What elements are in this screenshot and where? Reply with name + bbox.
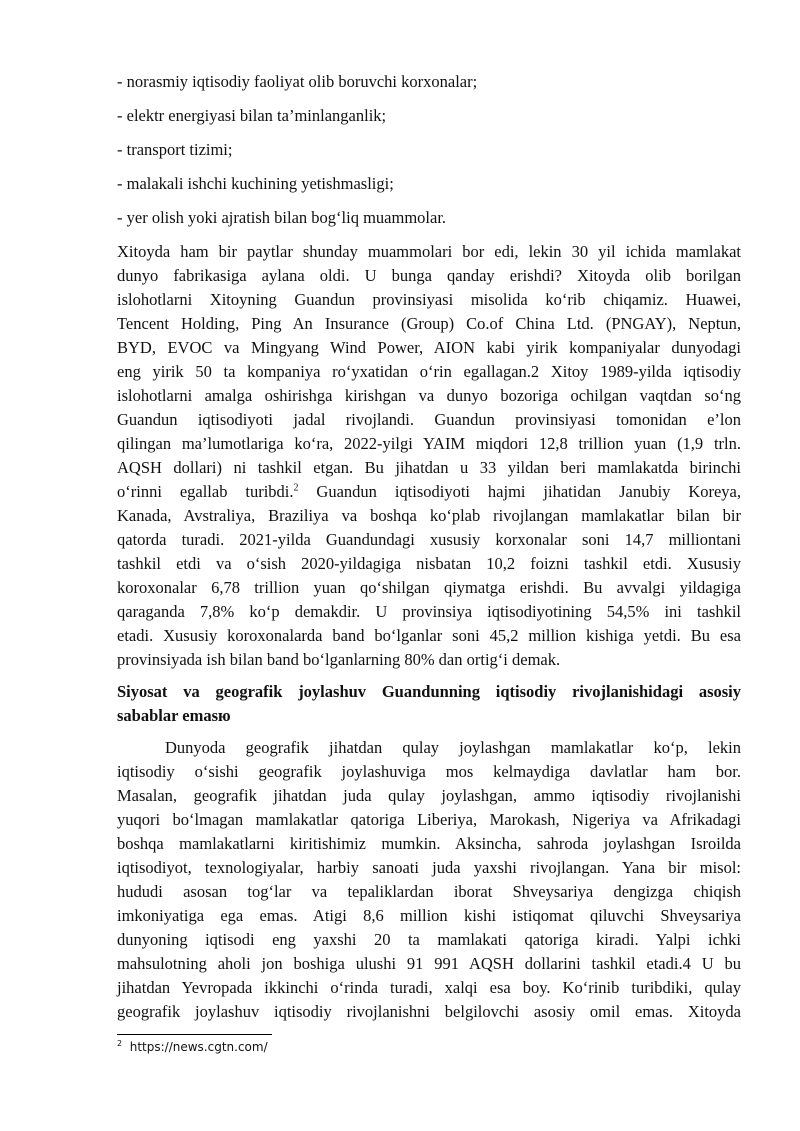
text-line: Kanada, Avstraliya, Braziliya va boshqa ko‘plab rivojlangan mamlakatlar bilan bir xyxy=(117,506,741,525)
footnote-separator xyxy=(117,1034,272,1035)
text-line: islohotlarni amalga oshirishga kirishgan va dunyo bozoriga ochilgan vaqtdan so‘ng xyxy=(117,386,741,405)
text-line: qaraganda 7,8% ko‘p demakdir. U provinsiya iqtisodiyotining 54,5% ini tashkil xyxy=(117,602,741,621)
text-line: BYD, EVOC va Mingyang Wind Power, AION kabi yirik kompaniyalar dunyodagi xyxy=(117,338,741,357)
text-line: iqtisodiyot, texnologiyalar, harbiy sanoati juda yaxshi rivojlangan. Yana bir misol: xyxy=(117,858,741,877)
footnote-number: 2 xyxy=(117,1039,123,1048)
text-fragment: Guandun iqtisodiyoti hajmi jihatidan Janubiy Koreya, xyxy=(298,482,741,501)
paragraph-guandun xyxy=(117,240,741,672)
text-line: Masalan, geografik jihatdan juda qulay joylashgan, ammo iqtisodiy rivojlanishi xyxy=(117,786,741,805)
footnote-reference[interactable]: 2 xyxy=(293,482,299,494)
text-line: islohotlarni Xitoyning Guandun provinsiyasi misolida ko‘rib chiqamiz. Huawei, xyxy=(117,290,741,309)
text-line: qatorda turadi. 2021-yilda Guandundagi xususiy korxonalar soni 14,7 milliontani xyxy=(117,530,741,549)
text-line: boshqa mamlakatlarni kiritishimiz mumkin. Aksincha, sahroda joylashgan Isroilda xyxy=(117,834,741,853)
text-line: koroxonalar 6,78 trillion yuan qo‘shilgan qiymatga erishdi. Bu avvalgi yildagiga xyxy=(117,578,741,597)
text-line: Xitoyda ham bir paytlar shunday muammolari bor edi, lekin 30 yil ichida mamlakat xyxy=(117,242,741,261)
heading-line: sabablar emasю xyxy=(117,706,231,725)
text-line: mahsulotning aholi jon boshiga ulushi 91 991 AQSH dollarini tashkil etadi.4 U bu xyxy=(117,954,741,973)
document-page xyxy=(117,70,741,1024)
text-line: imkoniyatiga ega emas. Atigi 8,6 million kishi istiqomat qiluvchi Shveysariya xyxy=(117,906,741,925)
paragraph-geography xyxy=(117,736,741,1024)
bullet-item: - elektr energiyasi bilan ta’minlanganlik; xyxy=(117,106,387,125)
text-line: Guandun iqtisodiyoti jadal rivojlandi. Guandun provinsiyasi tomonidan e’lon xyxy=(117,410,741,429)
text-line: dunyo fabrikasiga aylana oldi. U bunga qanday erishdi? Xitoyda olib borilgan xyxy=(117,266,741,285)
text-fragment: o‘rinni egallab turibdi. xyxy=(117,482,294,501)
heading-line: Siyosat va geografik joylashuv Guandunning iqtisodiy rivojlanishidagi asosiy xyxy=(117,682,741,701)
text-line: AQSH dollari) ni tashkil etgan. Bu jihatdan u 33 yildan beri mamlakatda birinchi xyxy=(117,458,741,477)
text-line: iqtisodiy o‘sishi geografik joylashuviga mos kelmaydiga davlatlar ham bor. xyxy=(117,762,741,781)
section-heading xyxy=(117,680,741,728)
text-line: Tencent Holding, Ping An Insurance (Group) Co.of China Ltd. (PNGAY), Neptun, xyxy=(117,314,741,333)
bullet-item: - yer olish yoki ajratish bilan bog‘liq muammolar. xyxy=(117,208,447,227)
text-line: hududi asosan tog‘lar va tepaliklardan iborat Shveysariya dengizga chiqish xyxy=(117,882,741,901)
text-line: Dunyoda geografik jihatdan qulay joylashgan mamlakatlar ko‘p, lekin xyxy=(165,738,741,757)
text-line: provinsiyada ish bilan band bo‘lganlarning 80% dan ortig‘i demak. xyxy=(117,650,561,669)
bullet-item: - malakali ishchi kuchining yetishmasligi; xyxy=(117,174,394,193)
bullet-item: - norasmiy iqtisodiy faoliyat olib boruvchi korxonalar; xyxy=(117,72,478,91)
text-line: tashkil etdi va o‘sish 2020-yildagiga nisbatan 10,2 foizni tashkil etdi. Xususiy xyxy=(117,554,741,573)
text-line: jihatdan Yevropada ikkinchi o‘rinda turadi, xalqi esa boy. Ko‘rinib turibdiki, qulay xyxy=(117,978,741,997)
footnote xyxy=(117,1040,268,1054)
text-line: geografik joylashuv iqtisodiy rivojlanishni belgilovchi asosiy omil emas. Xitoyda xyxy=(117,1002,741,1021)
text-line: qilingan ma’lumotlariga ko‘ra, 2022-yilgi YAIM miqdori 12,8 trillion yuan (1,9 trln. xyxy=(117,434,741,453)
text-line xyxy=(117,480,741,504)
text-line: dunyoning iqtisodi eng yaxshi 20 ta mamlakati qatoriga kiradi. Yalpi ichki xyxy=(117,930,741,949)
text-line: etadi. Xususiy koroxonalarda band bo‘lganlar soni 45,2 million kishiga yetdi. Bu esa xyxy=(117,626,741,645)
bullet-item: - transport tizimi; xyxy=(117,140,233,159)
footnote-link[interactable]: https://news.cgtn.com/ xyxy=(129,1040,268,1054)
text-line: eng yirik 50 ta kompaniya ro‘yxatidan o‘rin egallagan.2 Xitoy 1989-yilda iqtisodiy xyxy=(117,362,741,381)
text-line: yuqori bo‘lmagan mamlakatlar qatoriga Liberiya, Marokash, Nigeriya va Afrikadagi xyxy=(117,810,741,829)
